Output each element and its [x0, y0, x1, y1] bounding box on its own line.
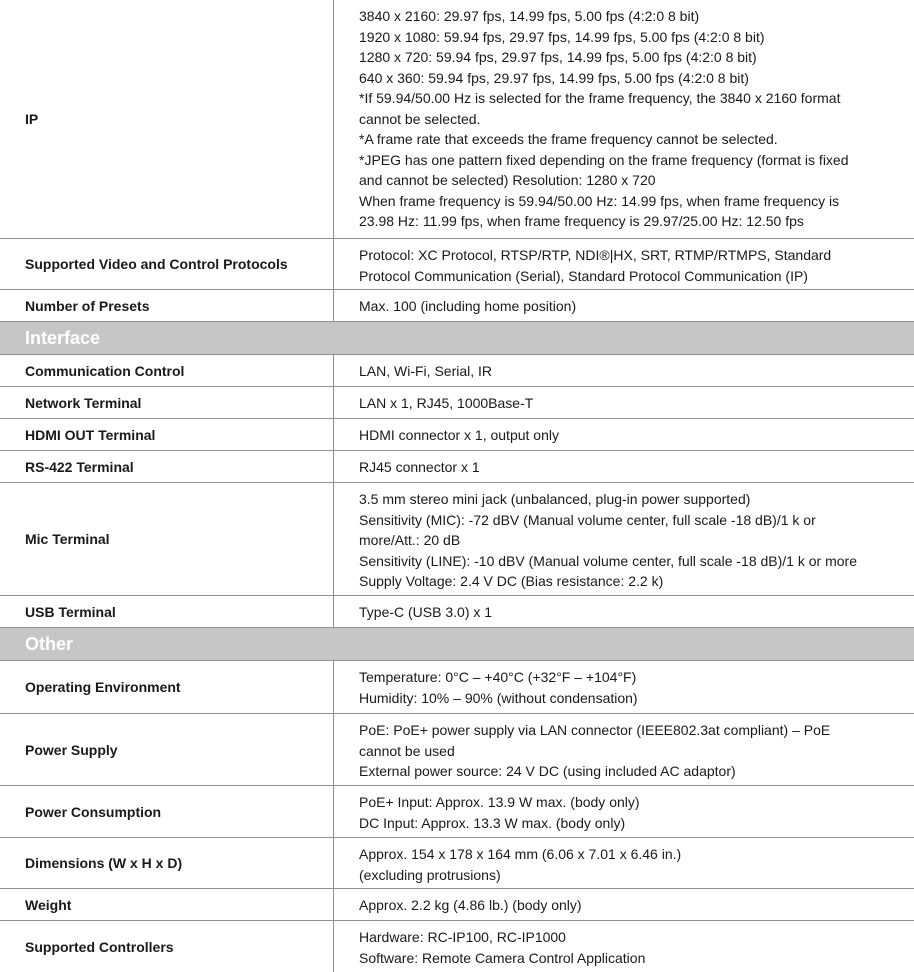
spec-row-protocols: [0, 239, 914, 290]
value-line: DC Input: Approx. 13.3 W max. (body only): [359, 814, 626, 831]
spec-row-supported-controllers: [0, 921, 914, 972]
row-value: [334, 483, 914, 595]
value-line: (excluding protrusions): [359, 866, 501, 883]
value-line: PoE: PoE+ power supply via LAN connector (IEEE802.3at compliant) – PoE: [359, 722, 831, 738]
value-line: Humidity: 10% – 90% (without condensation): [359, 689, 638, 706]
value-line: Approx. 2.2 kg (4.86 lb.) (body only): [359, 897, 582, 913]
row-label: Weight: [0, 889, 334, 920]
value-line: *A frame rate that exceeds the frame frequency cannot be selected.: [359, 131, 778, 147]
value-line: Software: Remote Camera Control Application: [359, 949, 646, 966]
value-line: Sensitivity (MIC): -72 dBV (Manual volume center, full scale -18 dB)/1 k or: [359, 511, 816, 528]
value-line: 3840 x 2160: 29.97 fps, 14.99 fps, 5.00 fps (4:2:0 8 bit): [359, 8, 700, 24]
value-line: 640 x 360: 59.94 fps, 29.97 fps, 14.99 fps, 5.00 fps (4:2:0 8 bit): [359, 69, 749, 86]
spec-row-dimensions: [0, 838, 914, 889]
value-line: *If 59.94/50.00 Hz is selected for the frame frequency, the 3840 x 2160 format: [359, 90, 841, 106]
row-label: Operating Environment: [0, 661, 334, 713]
row-label: RS-422 Terminal: [0, 451, 334, 482]
row-value: [334, 786, 914, 837]
row-label: Supported Video and Control Protocols: [0, 239, 334, 289]
value-line: 1920 x 1080: 59.94 fps, 29.97 fps, 14.99 fps, 5.00 fps (4:2:0 8 bit): [359, 28, 765, 45]
row-label: Power Consumption: [0, 786, 334, 837]
row-label: Number of Presets: [0, 290, 334, 321]
row-value: [334, 714, 914, 785]
row-value: [334, 290, 914, 321]
row-value: [334, 838, 914, 888]
spec-row-usb-terminal: [0, 596, 914, 628]
row-label: IP: [0, 0, 334, 238]
value-line: When frame frequency is 59.94/50.00 Hz: 14.99 fps, when frame frequency is: [359, 192, 840, 209]
value-line: Max. 100 (including home position): [359, 298, 577, 314]
value-line: Approx. 154 x 178 x 164 mm (6.06 x 7.01 x 6.46 in.): [359, 846, 682, 862]
section-header-other: Other: [0, 628, 914, 661]
value-line: cannot be selected.: [359, 110, 481, 127]
value-line: cannot be used: [359, 742, 455, 759]
spec-row-weight: [0, 889, 914, 921]
spec-row-presets: [0, 290, 914, 322]
value-line: Protocol Communication (Serial), Standard Protocol Communication (IP): [359, 267, 808, 284]
row-value: [334, 661, 914, 713]
row-value: [334, 355, 914, 386]
spec-row-ip: [0, 0, 914, 239]
spec-row-power-consumption: [0, 786, 914, 838]
spec-row-power-supply: [0, 714, 914, 786]
row-value: [334, 451, 914, 482]
row-label: USB Terminal: [0, 596, 334, 627]
value-line: and cannot be selected) Resolution: 1280 x 720: [359, 172, 656, 188]
row-value: [334, 419, 914, 450]
value-line: LAN, Wi-Fi, Serial, IR: [359, 363, 493, 379]
row-value: [334, 239, 914, 289]
row-value: [334, 596, 914, 627]
value-line: 3.5 mm stereo mini jack (unbalanced, plug-in power supported): [359, 491, 751, 507]
value-line: Type-C (USB 3.0) x 1: [359, 604, 493, 620]
value-line: Protocol: XC Protocol, RTSP/RTP, NDI®|HX, SRT, RTMP/RTMPS, Standard: [359, 247, 832, 263]
section-header-interface: Interface: [0, 322, 914, 355]
value-line: 23.98 Hz: 11.99 fps, when frame frequency is 29.97/25.00 Hz: 12.50 fps: [359, 213, 804, 229]
value-line: Hardware: RC-IP100, RC-IP1000: [359, 929, 566, 945]
spec-row-mic-terminal: [0, 483, 914, 596]
spec-row-network-terminal: [0, 387, 914, 419]
spec-row-operating-environment: [0, 661, 914, 714]
row-label: Supported Controllers: [0, 921, 334, 972]
spec-row-hdmi-out-terminal: [0, 419, 914, 451]
value-line: *JPEG has one pattern fixed depending on the frame frequency (format is fixed: [359, 151, 849, 168]
row-label: Power Supply: [0, 714, 334, 785]
spec-row-rs422-terminal: [0, 451, 914, 483]
row-value: [334, 387, 914, 418]
row-label: Mic Terminal: [0, 483, 334, 595]
value-line: more/Att.: 20 dB: [359, 532, 461, 548]
value-line: Sensitivity (LINE): -10 dBV (Manual volume center, full scale -18 dB)/1 k or more: [359, 552, 857, 569]
row-value: [334, 921, 914, 972]
value-line: Temperature: 0°C – +40°C (+32°F – +104°F): [359, 669, 637, 685]
value-line: 1280 x 720: 59.94 fps, 29.97 fps, 14.99 fps, 5.00 fps (4:2:0 8 bit): [359, 49, 757, 65]
value-line: External power source: 24 V DC (using included AC adaptor): [359, 763, 736, 779]
row-label: Dimensions (W x H x D): [0, 838, 334, 888]
row-value: [334, 889, 914, 920]
value-line: HDMI connector x 1, output only: [359, 427, 559, 443]
row-label: Communication Control: [0, 355, 334, 386]
row-label: Network Terminal: [0, 387, 334, 418]
value-line: PoE+ Input: Approx. 13.9 W max. (body only): [359, 794, 640, 810]
row-label: HDMI OUT Terminal: [0, 419, 334, 450]
value-line: LAN x 1, RJ45, 1000Base-T: [359, 395, 534, 411]
spec-row-communication-control: [0, 355, 914, 387]
row-value: [334, 0, 914, 238]
value-line: Supply Voltage: 2.4 V DC (Bias resistance: 2.2 k): [359, 573, 664, 589]
value-line: RJ45 connector x 1: [359, 459, 480, 475]
